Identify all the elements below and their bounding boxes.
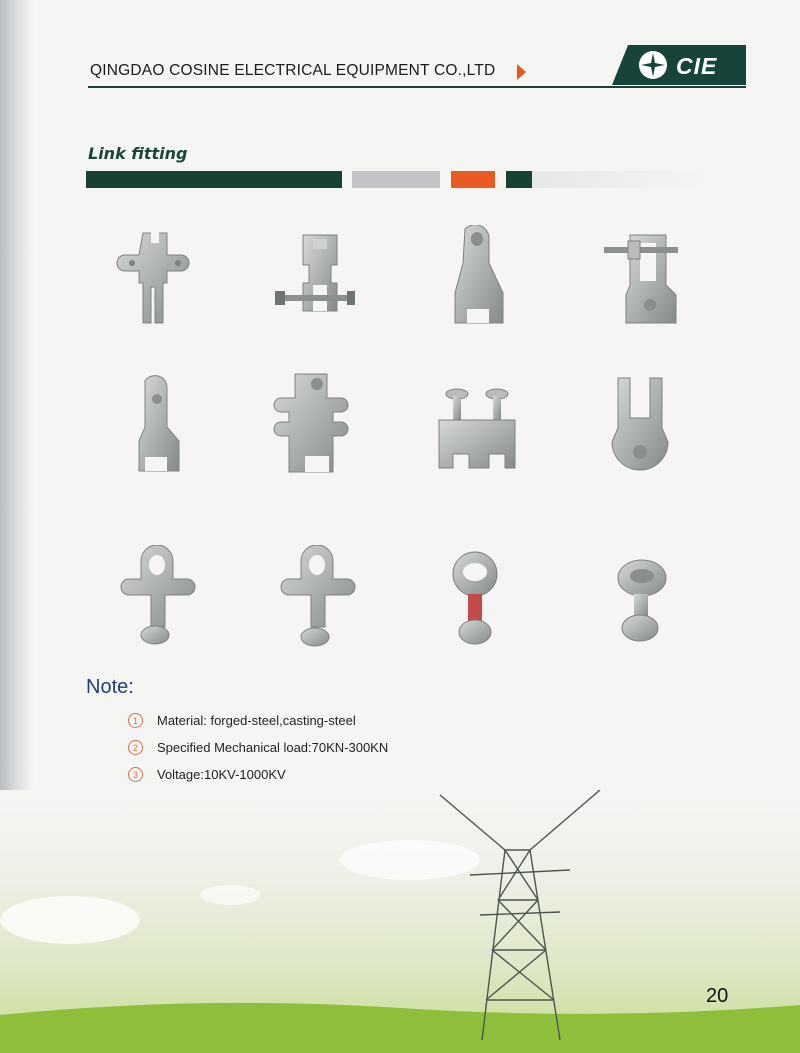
note-text: Material: forged-steel,casting-steel	[157, 713, 356, 728]
color-bar-fade	[532, 171, 710, 188]
ball-eye-icon	[105, 545, 205, 655]
list-item	[128, 734, 388, 761]
color-bar-darkgreen	[506, 171, 532, 188]
ball-eye-icon	[425, 548, 525, 658]
color-bar-green	[86, 171, 342, 188]
note-text: Specified Mechanical load:70KN-300KN	[157, 740, 389, 755]
list-item	[128, 761, 388, 788]
logo-text: CIE	[676, 53, 718, 79]
clevis-with-bolt-icon	[265, 225, 365, 335]
clevis-eye-icon	[590, 372, 690, 482]
transmission-tower-icon	[440, 790, 600, 1040]
ball-eye-icon	[590, 548, 690, 658]
arrow-right-icon	[517, 64, 526, 80]
note-heading: Note:	[86, 676, 134, 698]
landscape-background	[0, 790, 800, 1053]
circled-number: 2	[128, 740, 143, 755]
section-title: Link fitting	[88, 144, 188, 163]
double-ball-clevis-icon	[425, 380, 525, 490]
color-bar-gray	[352, 171, 440, 188]
header-rule	[88, 86, 746, 88]
yoke-socket-icon	[265, 370, 365, 480]
circled-number: 3	[128, 767, 143, 782]
ball-eye-icon	[265, 545, 365, 655]
compass-emblem-icon	[638, 50, 668, 80]
note-text: Voltage:10KV-1000KV	[157, 767, 286, 782]
list-item	[128, 707, 388, 734]
socket-tongue-icon	[105, 375, 205, 485]
company-name: QINGDAO COSINE ELECTRICAL EQUIPMENT CO.,LTD	[90, 62, 496, 79]
socket-eye-icon	[425, 225, 525, 335]
socket-clevis-icon	[105, 225, 205, 335]
color-bar-orange	[451, 171, 495, 188]
page-number: 20	[706, 985, 729, 1007]
bolted-clevis-icon	[590, 225, 690, 335]
circled-number: 1	[128, 713, 143, 728]
